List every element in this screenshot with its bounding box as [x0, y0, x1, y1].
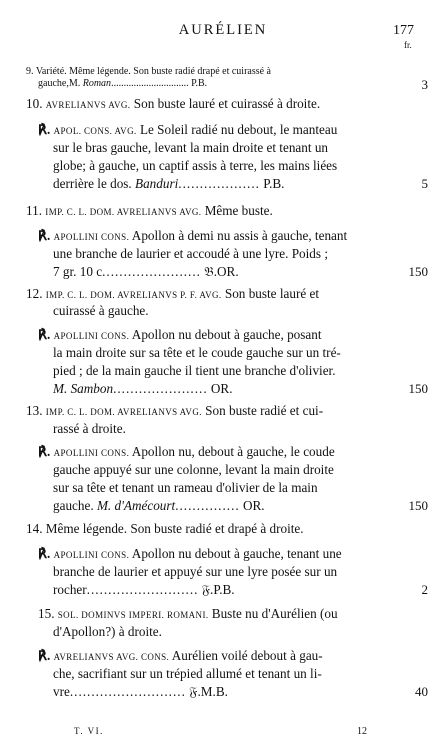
- text-segment: une branche de laurier et accoudé à une lyre. Poids ;: [53, 246, 328, 261]
- text-segment: Banduri: [135, 176, 179, 191]
- text-segment: OR.: [207, 381, 233, 396]
- text-line: [53, 264, 239, 280]
- text-line: [53, 303, 149, 319]
- text-segment: ...............: [175, 498, 240, 513]
- text-line: [53, 582, 235, 598]
- price-value: 150: [408, 498, 428, 513]
- text-segment: ...................: [178, 176, 260, 191]
- text-segment: Buste nu d'Aurélien (ou: [208, 606, 338, 621]
- text-segment: M. Sambon: [53, 381, 114, 396]
- price-value: 40: [415, 684, 428, 699]
- text-segment: 11.: [26, 203, 46, 218]
- text-segment: Apollon nu debout à gauche, posant: [129, 327, 322, 342]
- text-segment: 14. Même légende. Son buste radié et drapé à droite.: [26, 521, 304, 536]
- text-segment: Son buste lauré et: [221, 286, 319, 301]
- text-segment: rassé à droite.: [53, 421, 126, 436]
- text-segment: .......................: [102, 264, 201, 279]
- text-line: [38, 546, 342, 563]
- text-line: [53, 624, 162, 640]
- text-segment: 𝔉.M.B.: [185, 684, 228, 699]
- text-line: [26, 286, 319, 303]
- text-line: [26, 521, 304, 537]
- text-line: [26, 96, 320, 113]
- text-line: [53, 684, 228, 700]
- text-line: [38, 76, 207, 92]
- running-title: AURÉLIEN: [178, 22, 268, 38]
- text-line: [53, 363, 336, 379]
- text-segment: ......................: [113, 381, 208, 396]
- text-line: [53, 666, 322, 682]
- text-segment: 7 gr. 10 c: [53, 264, 103, 279]
- text-segment: ℟.: [38, 648, 54, 663]
- text-line: [53, 462, 334, 478]
- text-segment: branche de laurier et appuyé sur une lyre posée sur un: [53, 564, 338, 579]
- text-segment: ℟.: [38, 122, 54, 137]
- currency-mark: fr.: [404, 40, 412, 50]
- text-segment: gauche appuyé sur une colonne, levant la main droite: [53, 462, 334, 477]
- text-segment: Son buste radié et cui-: [201, 403, 324, 418]
- text-segment: AVRELIANVS AVG. CONS.: [53, 652, 170, 662]
- text-segment: 9. Variété. Même légende. Son buste radié drapé et cuirassé à: [26, 66, 271, 77]
- text-segment: ..........................: [86, 582, 199, 597]
- text-line: [53, 421, 126, 437]
- text-segment: Apollon nu debout à gauche, tenant une: [129, 546, 342, 561]
- text-segment: P.B.: [188, 78, 208, 89]
- text-line: [53, 158, 337, 174]
- text-segment: che, sacrifiant sur un trépied allumé et tenant un li-: [53, 666, 322, 681]
- text-segment: 12.: [26, 286, 46, 301]
- text-line: [53, 140, 328, 156]
- text-segment: globe; à gauche, un captif assis à terre, les mains liées: [53, 158, 338, 173]
- text-line: [26, 403, 323, 420]
- text-segment: gauche.: [53, 498, 97, 513]
- text-segment: gauche,M.: [38, 78, 83, 89]
- text-segment: AVRELIANVS AVG.: [45, 100, 131, 110]
- text-segment: cuirassé à gauche.: [53, 303, 149, 318]
- text-line: [38, 327, 322, 344]
- text-segment: Roman: [82, 78, 112, 89]
- text-segment: APOLLINI CONS.: [53, 232, 130, 242]
- text-segment: SOL. DOMINVS IMPERI. ROMANI.: [57, 610, 209, 620]
- text-line: [38, 228, 347, 245]
- text-segment: rocher: [53, 582, 87, 597]
- price-value: 5: [421, 176, 428, 191]
- text-segment: Son buste lauré et cuirassé à droite.: [130, 96, 321, 111]
- text-line: [53, 345, 341, 361]
- text-segment: APOLLINI CONS.: [53, 550, 130, 560]
- text-segment: APOL. CONS. AVG.: [53, 126, 137, 136]
- text-line: [38, 648, 323, 665]
- text-line: [53, 480, 318, 496]
- footer-signature: 12: [357, 726, 367, 737]
- text-line: [53, 564, 337, 580]
- price-value: 150: [408, 381, 428, 396]
- text-segment: Apollon à demi nu assis à gauche, tenant: [129, 228, 348, 243]
- text-line: [38, 444, 335, 461]
- text-segment: APOLLINI CONS.: [53, 448, 130, 458]
- text-segment: P.B.: [259, 176, 285, 191]
- text-segment: ℟.: [38, 228, 54, 243]
- text-line: [53, 246, 328, 262]
- text-segment: IMP. C. L. DOM. AVRELIANVS P. F. AVG.: [45, 290, 222, 300]
- text-segment: ...........................: [69, 684, 186, 699]
- text-segment: ℟.: [38, 546, 54, 561]
- text-segment: Même buste.: [201, 203, 273, 218]
- text-segment: 10.: [26, 96, 46, 111]
- text-segment: 𝔅.OR.: [200, 264, 239, 279]
- text-segment: Apollon nu, debout à gauche, le coude: [129, 444, 335, 459]
- price-value: 150: [408, 264, 428, 279]
- text-line: [53, 176, 284, 192]
- footer-volume: T. VI.: [74, 726, 104, 736]
- text-segment: APOLLINI CONS.: [53, 331, 130, 341]
- text-segment: M. d'Amécourt: [96, 498, 176, 513]
- text-line: [38, 122, 337, 139]
- text-segment: Le Soleil radié nu debout, le manteau: [136, 122, 338, 137]
- text-segment: sur le bras gauche, levant la main droite et tenant un: [53, 140, 329, 155]
- text-line: [38, 606, 338, 623]
- text-segment: IMP. C. L. DOM. AVRELIANVS AVG.: [45, 207, 202, 217]
- text-segment: ...............................: [111, 78, 189, 89]
- text-segment: sur sa tête et tenant un rameau d'olivier de la main: [53, 480, 318, 495]
- text-segment: pied ; de la main gauche il tient une branche d'olivier.: [53, 363, 336, 378]
- text-segment: OR.: [239, 498, 265, 513]
- text-segment: la main droite sur sa tête et le coude gauche sur un tré-: [53, 345, 341, 360]
- page-number: 177: [393, 23, 414, 38]
- text-segment: 𝔉.P.B.: [198, 582, 235, 597]
- text-segment: derrière le dos.: [53, 176, 136, 191]
- price-value: 3: [421, 77, 428, 92]
- text-segment: ℟.: [38, 327, 54, 342]
- text-line: [53, 498, 265, 514]
- text-line: [26, 203, 273, 220]
- price-value: 2: [421, 582, 428, 597]
- text-segment: Aurélien voilé debout à gau-: [169, 648, 323, 663]
- text-line: [53, 381, 233, 397]
- text-segment: 13.: [26, 403, 46, 418]
- text-segment: vre: [53, 684, 70, 699]
- text-segment: IMP. C. L. DOM. AVRELIANVS AVG.: [45, 407, 202, 417]
- text-segment: 15.: [38, 606, 58, 621]
- text-segment: ℟.: [38, 444, 54, 459]
- text-segment: d'Apollon?) à droite.: [53, 624, 162, 639]
